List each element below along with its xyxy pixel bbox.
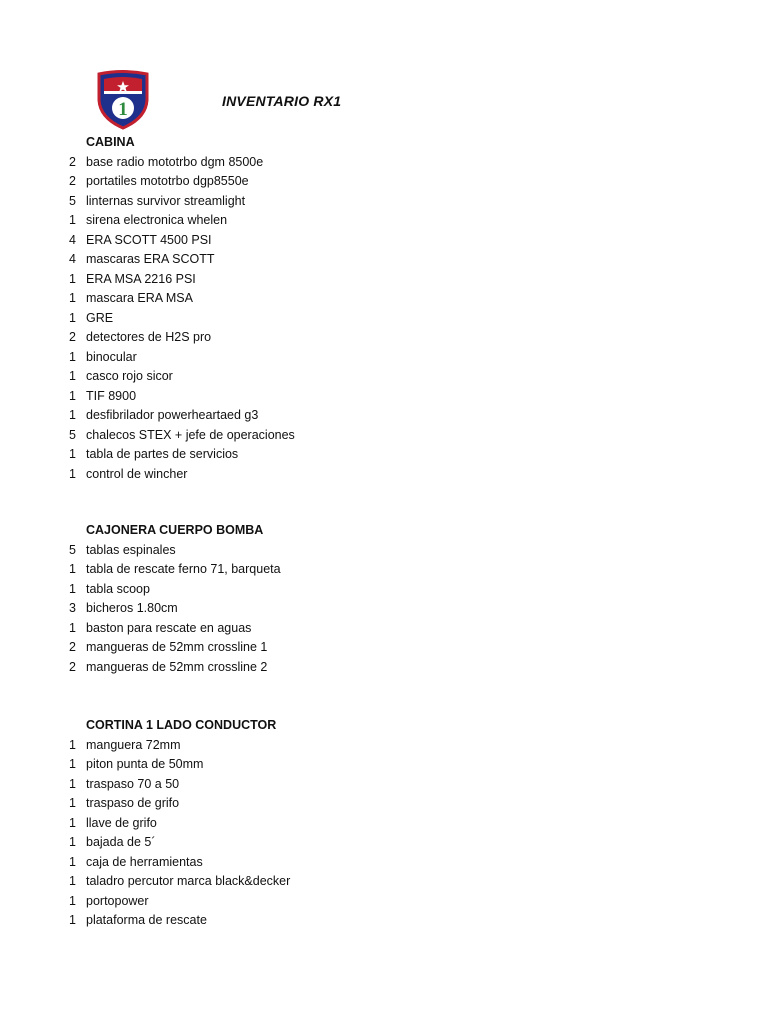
inventory-row — [0, 211, 768, 231]
item-name: piton punta de 50mm — [86, 757, 204, 771]
inventory-row — [0, 250, 768, 270]
item-name: mangueras de 52mm crossline 1 — [86, 640, 268, 654]
item-name: traspaso 70 a 50 — [86, 776, 180, 791]
section-heading: CABINA — [86, 135, 135, 149]
item-quantity: 1 — [69, 874, 76, 888]
item-quantity: 1 — [69, 581, 76, 596]
inventory-row — [0, 231, 768, 251]
inventory-row — [0, 387, 768, 407]
item-name: tabla scoop — [86, 581, 150, 596]
item-name: portatiles mototrbo dgp8550e — [86, 174, 249, 188]
item-name: GRE — [86, 310, 114, 325]
item-name: chalecos STEX + jefe de operaciones — [86, 427, 295, 442]
item-quantity: 1 — [69, 737, 76, 752]
inventory-row — [0, 426, 768, 446]
item-name: portopower — [86, 893, 149, 908]
item-quantity: 1 — [69, 271, 76, 286]
item-quantity: 1 — [69, 835, 76, 849]
item-name: tabla de rescate ferno 71, barqueta — [86, 562, 281, 576]
item-quantity: 1 — [69, 388, 76, 403]
inventory-row — [0, 153, 768, 173]
item-name: plataforma de rescate — [86, 913, 207, 927]
item-name: bicheros 1.80cm — [86, 601, 178, 615]
item-name: casco rojo sicor — [86, 369, 173, 383]
item-quantity: 1 — [69, 310, 76, 325]
inventory-row — [0, 638, 768, 658]
item-quantity: 2 — [69, 154, 76, 169]
item-quantity: 4 — [69, 232, 76, 247]
inventory-row — [0, 289, 768, 309]
inventory-row — [0, 853, 768, 873]
logo-number: 1 — [118, 99, 128, 120]
inventory-row — [0, 872, 768, 892]
item-name: desfibrilador powerheartaed g3 — [86, 408, 259, 422]
item-name: base radio mototrbo dgm 8500e — [86, 154, 264, 169]
inventory-row — [0, 270, 768, 290]
inventory-row — [0, 541, 768, 561]
item-name: bajada de 5´ — [86, 835, 156, 849]
item-quantity: 5 — [69, 542, 76, 557]
item-name: mascaras ERA SCOTT — [86, 252, 215, 266]
inventory-row — [0, 599, 768, 619]
item-quantity: 1 — [69, 796, 76, 810]
item-quantity: 1 — [69, 291, 76, 305]
page-title: INVENTARIO RX1 — [222, 93, 342, 109]
inventory-row — [0, 911, 768, 931]
item-quantity: 2 — [69, 174, 76, 188]
item-quantity: 3 — [69, 601, 76, 615]
item-name: binocular — [86, 349, 137, 364]
item-name: TIF 8900 — [86, 388, 137, 403]
item-name: control de wincher — [86, 466, 188, 481]
section-heading: CAJONERA CUERPO BOMBA — [86, 523, 264, 537]
item-name: tabla de partes de servicios — [86, 447, 239, 461]
item-name: tablas espinales — [86, 542, 176, 557]
item-quantity: 1 — [69, 620, 76, 635]
inventory-row — [0, 348, 768, 368]
item-name: linternas survivor streamlight — [86, 193, 246, 208]
inventory-row — [0, 814, 768, 834]
item-name: llave de grifo — [86, 815, 157, 830]
item-quantity: 1 — [69, 369, 76, 383]
inventory-row — [0, 309, 768, 329]
company-shield-logo — [96, 70, 150, 130]
item-name: taladro percutor marca black&decker — [86, 874, 291, 888]
item-quantity: 1 — [69, 466, 76, 481]
item-quantity: 4 — [69, 252, 76, 266]
inventory-row — [0, 736, 768, 756]
item-quantity: 1 — [69, 757, 76, 771]
item-name: mangueras de 52mm crossline 2 — [86, 659, 268, 674]
item-quantity: 2 — [69, 330, 76, 344]
inventory-row — [0, 172, 768, 192]
item-quantity: 1 — [69, 408, 76, 422]
item-quantity: 1 — [69, 776, 76, 791]
item-quantity: 1 — [69, 213, 76, 227]
item-quantity: 1 — [69, 893, 76, 908]
item-name: ERA SCOTT 4500 PSI — [86, 232, 212, 247]
inventory-row — [0, 658, 768, 678]
item-quantity: 1 — [69, 349, 76, 364]
item-name: traspaso de grifo — [86, 796, 180, 810]
inventory-row — [0, 192, 768, 212]
item-quantity: 2 — [69, 640, 76, 654]
item-name: baston para rescate en aguas — [86, 620, 252, 635]
inventory-row — [0, 775, 768, 795]
item-quantity: 2 — [69, 659, 76, 674]
item-quantity: 1 — [69, 854, 76, 869]
inventory-row — [0, 406, 768, 426]
inventory-row — [0, 892, 768, 912]
item-name: detectores de H2S pro — [86, 330, 212, 344]
inventory-row — [0, 445, 768, 465]
item-quantity: 1 — [69, 447, 76, 461]
inventory-row — [0, 465, 768, 485]
item-quantity: 1 — [69, 562, 76, 576]
item-quantity: 5 — [69, 427, 76, 442]
inventory-row — [0, 328, 768, 348]
inventory-row — [0, 560, 768, 580]
inventory-row — [0, 619, 768, 639]
item-name: manguera 72mm — [86, 737, 181, 752]
item-name: ERA MSA 2216 PSI — [86, 271, 196, 286]
item-quantity: 1 — [69, 815, 76, 830]
section-heading: CORTINA 1 LADO CONDUCTOR — [86, 718, 277, 732]
inventory-row — [0, 794, 768, 814]
inventory-row — [0, 755, 768, 775]
inventory-row — [0, 580, 768, 600]
item-name: mascara ERA MSA — [86, 291, 193, 305]
item-name: caja de herramientas — [86, 854, 203, 869]
item-quantity: 1 — [69, 913, 76, 927]
inventory-row — [0, 833, 768, 853]
inventory-row — [0, 367, 768, 387]
item-name: sirena electronica whelen — [86, 213, 228, 227]
item-quantity: 5 — [69, 193, 76, 208]
